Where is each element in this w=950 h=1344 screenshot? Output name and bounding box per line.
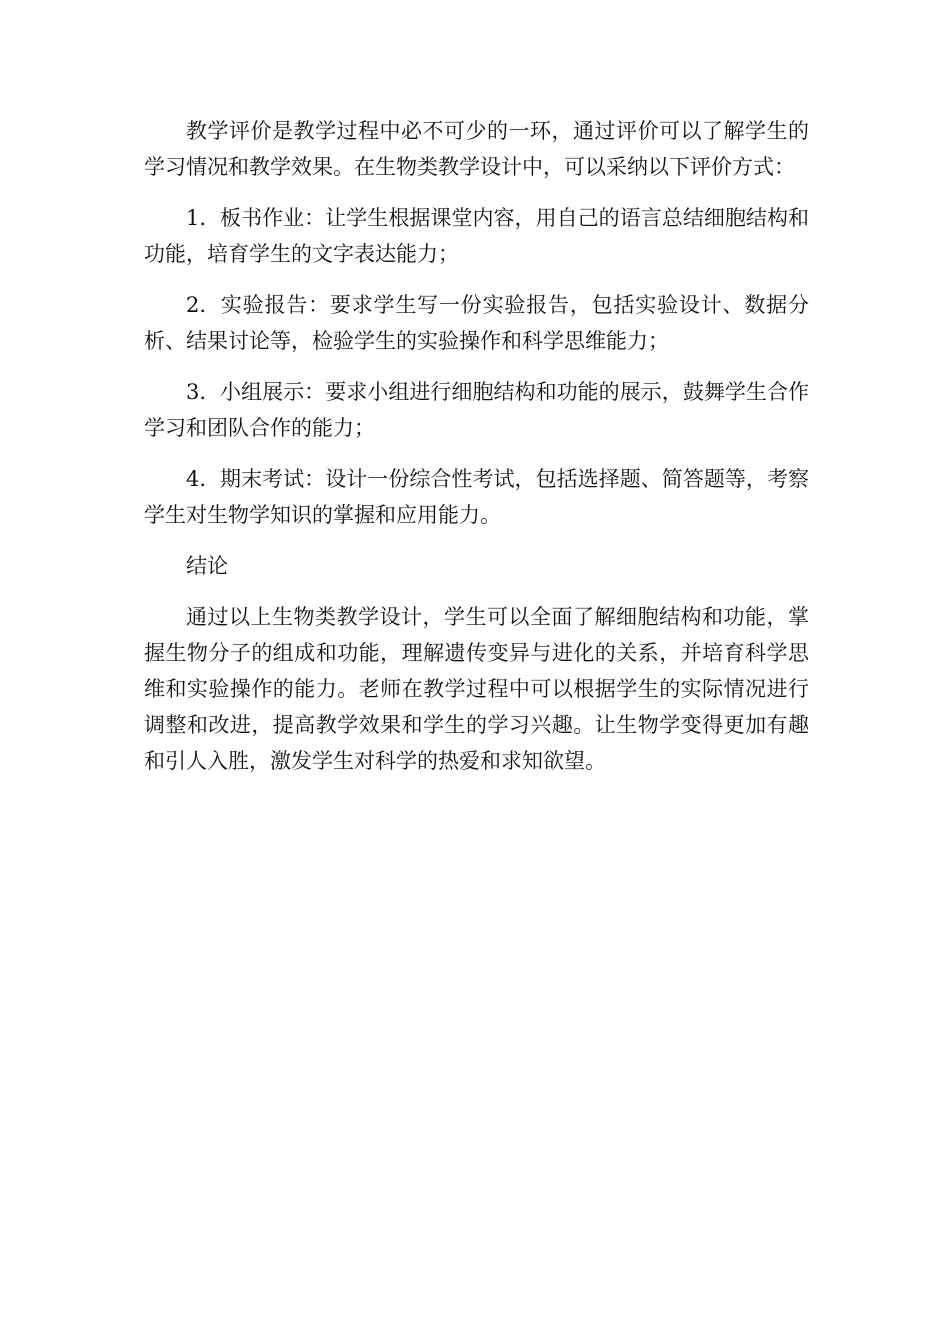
- list-item: [144, 374, 809, 446]
- intro-paragraph: 教学评价是教学过程中必不可少的一环，通过评价可以了解学生的学习情况和教学效果。在生物类教学设计中，可以采纳以下评价方式：: [144, 119, 809, 179]
- list-item-number: 2.: [186, 293, 207, 317]
- list-item: [144, 200, 809, 272]
- conclusion-heading: 结论: [186, 554, 228, 578]
- document-body: [144, 113, 809, 794]
- list-item: [144, 287, 809, 359]
- list-item-text: 期末考试：设计一份综合性考试，包括选择题、简答题等，考察学生对生物学知识的掌握和应用能力。: [144, 467, 809, 527]
- list-item-text: 实验报告：要求学生写一份实验报告，包括实验设计、数据分析、结果讨论等，检验学生的实验操作和科学思维能力；: [144, 293, 809, 353]
- list-item-number: 1.: [186, 206, 207, 230]
- list-item-text: 小组展示：要求小组进行细胞结构和功能的展示，鼓舞学生合作学习和团队合作的能力；: [144, 380, 809, 440]
- list-item: [144, 461, 809, 533]
- list-item-number: 3.: [186, 380, 207, 404]
- list-item-number: 4.: [186, 467, 207, 491]
- list-item-text: 板书作业：让学生根据课堂内容，用自己的语言总结细胞结构和功能，培育学生的文字表达能力；: [144, 206, 809, 266]
- conclusion-paragraph: 通过以上生物类教学设计，学生可以全面了解细胞结构和功能，掌握生物分子的组成和功能，理解遗传变异与进化的关系，并培育科学思维和实验操作的能力。老师在教学过程中可以根据学生的实际情况进行调整和改进，提高教学效果和学生的学习兴趣。让生物学变得更加有趣和引人入胜，激发学生对科学的热爱和求知欲望。: [144, 605, 809, 773]
